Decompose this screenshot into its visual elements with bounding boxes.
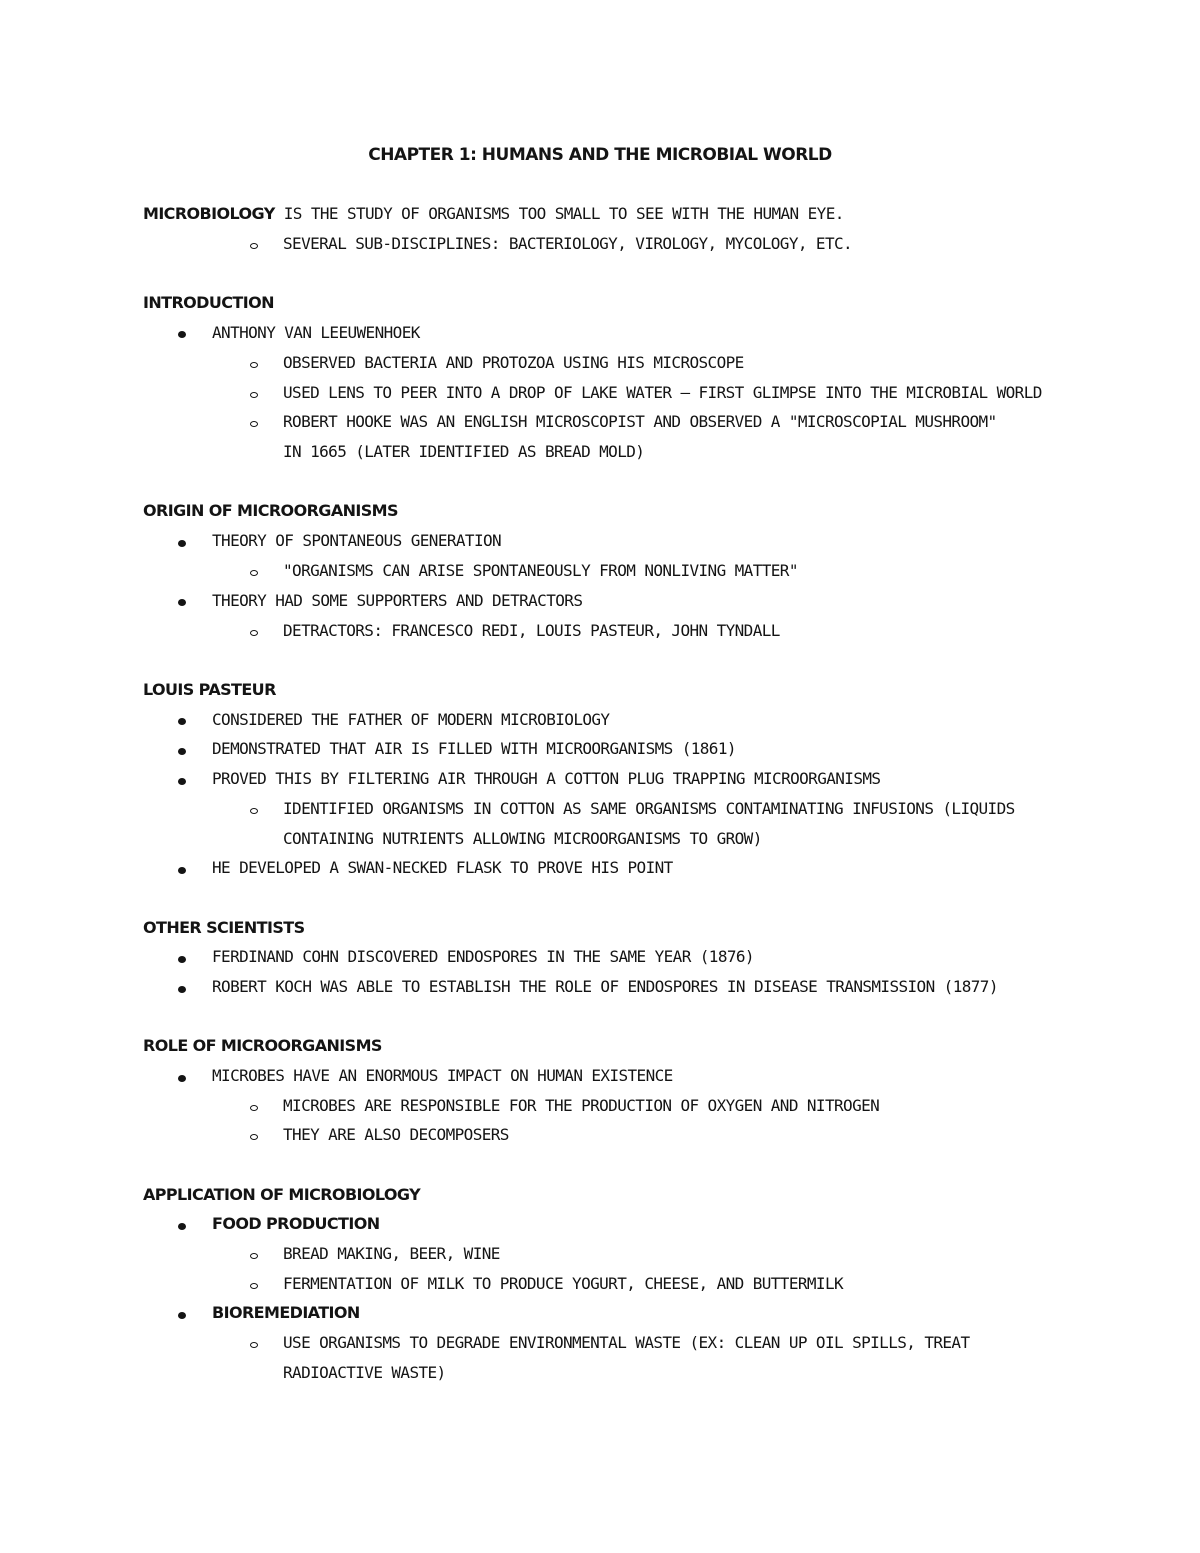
sub-bullet-text: BREAD MAKING, BEER, WINE <box>283 1244 500 1263</box>
bullet-text: THEORY OF SPONTANEOUS GENERATION <box>212 531 502 550</box>
circle-bullet-icon <box>250 1283 258 1289</box>
disc-bullet-icon <box>178 748 186 755</box>
section-heading-origin: ORIGIN OF MICROORGANISMS <box>143 501 398 520</box>
circle-bullet-icon <box>250 362 258 368</box>
bullet-text: PROVED THIS BY FILTERING AIR THROUGH A COTTON PLUG TRAPPING MICROORGANISMS <box>212 769 881 788</box>
sub-bullet-text: IDENTIFIED ORGANISMS IN COTTON AS SAME ORGANISMS CONTAMINATING INFUSIONS (LIQUIDS <box>283 799 1015 818</box>
sub-bullet-text: FERMENTATION OF MILK TO PRODUCE YOGURT, CHEESE, AND BUTTERMILK <box>283 1274 844 1293</box>
disc-bullet-icon <box>178 1312 186 1319</box>
circle-bullet-icon <box>250 243 258 249</box>
circle-bullet-icon <box>250 1342 258 1348</box>
circle-bullet-icon <box>250 421 258 427</box>
bullet-text: HE DEVELOPED A SWAN-NECKED FLASK TO PROVE HIS POINT <box>212 858 673 877</box>
disc-bullet-icon <box>178 1223 186 1230</box>
section-heading-introduction: INTRODUCTION <box>143 293 274 312</box>
disc-bullet-icon <box>178 867 186 874</box>
definition-term: MICROBIOLOGY <box>143 204 275 223</box>
circle-bullet-icon <box>250 570 258 576</box>
sub-bullet-text: ROBERT HOOKE WAS AN ENGLISH MICROSCOPIST AND OBSERVED A "MICROSCOPIAL MUSHROOM" <box>283 412 997 431</box>
sub-bullet-text: OBSERVED BACTERIA AND PROTOZOA USING HIS MICROSCOPE <box>283 353 744 372</box>
circle-bullet-icon <box>250 630 258 636</box>
circle-bullet-icon <box>250 1134 258 1140</box>
sub-bullet-text: DETRACTORS: FRANCESCO REDI, LOUIS PASTEUR, JOHN TYNDALL <box>283 621 780 640</box>
bullet-text: FERDINAND COHN DISCOVERED ENDOSPORES IN THE SAME YEAR (1876) <box>212 947 754 966</box>
sub-bullet-continuation: CONTAINING NUTRIENTS ALLOWING MICROORGANISMS TO GROW) <box>283 829 762 848</box>
disc-bullet-icon <box>178 718 186 725</box>
definition-text: IS THE STUDY OF ORGANISMS TOO SMALL TO SEE WITH THE HUMAN EYE. <box>274 204 844 223</box>
chapter-title: CHAPTER 1: HUMANS AND THE MICROBIAL WORLD <box>368 145 832 165</box>
disc-bullet-icon <box>178 986 186 993</box>
disc-bullet-icon <box>178 956 186 963</box>
section-heading-pasteur: LOUIS PASTEUR <box>143 680 276 699</box>
bullet-text: DEMONSTRATED THAT AIR IS FILLED WITH MICROORGANISMS (1861) <box>212 739 736 758</box>
section-heading-role: ROLE OF MICROORGANISMS <box>143 1036 382 1055</box>
sub-bullet-continuation: RADIOACTIVE WASTE) <box>283 1363 446 1382</box>
circle-bullet-icon <box>250 808 258 814</box>
sub-bullet-text: USED LENS TO PEER INTO A DROP OF LAKE WATER – FIRST GLIMPSE INTO THE MICROBIAL WORLD <box>283 383 1042 402</box>
bullet-text-bold: BIOREMEDIATION <box>212 1303 360 1322</box>
bullet-text: ROBERT KOCH WAS ABLE TO ESTABLISH THE ROLE OF ENDOSPORES IN DISEASE TRANSMISSION (1877) <box>212 977 998 996</box>
disc-bullet-icon <box>178 540 186 547</box>
bullet-text: MICROBES HAVE AN ENORMOUS IMPACT ON HUMAN EXISTENCE <box>212 1066 673 1085</box>
sub-bullet-text: USE ORGANISMS TO DEGRADE ENVIRONMENTAL WASTE (EX: CLEAN UP OIL SPILLS, TREAT <box>283 1333 970 1352</box>
sub-bullet-text: THEY ARE ALSO DECOMPOSERS <box>283 1125 509 1144</box>
disc-bullet-icon <box>178 599 186 606</box>
circle-bullet-icon <box>250 1253 258 1259</box>
circle-bullet-icon <box>250 392 258 398</box>
bullet-text: ANTHONY VAN LEEUWENHOEK <box>212 323 420 342</box>
disc-bullet-icon <box>178 778 186 785</box>
section-heading-application: APPLICATION OF MICROBIOLOGY <box>143 1185 421 1204</box>
disc-bullet-icon <box>178 331 186 338</box>
section-heading-other-scientists: OTHER SCIENTISTS <box>143 918 305 937</box>
sub-bullet-text: MICROBES ARE RESPONSIBLE FOR THE PRODUCTION OF OXYGEN AND NITROGEN <box>283 1096 880 1115</box>
definition-line <box>143 202 844 226</box>
sub-bullet-text: "ORGANISMS CAN ARISE SPONTANEOUSLY FROM NONLIVING MATTER" <box>283 561 798 580</box>
bullet-text-bold: FOOD PRODUCTION <box>212 1214 380 1233</box>
bullet-text: THEORY HAD SOME SUPPORTERS AND DETRACTORS <box>212 591 583 610</box>
bullet-text: CONSIDERED THE FATHER OF MODERN MICROBIOLOGY <box>212 710 610 729</box>
circle-bullet-icon <box>250 1105 258 1111</box>
disc-bullet-icon <box>178 1075 186 1082</box>
sub-bullet-text: SEVERAL SUB-DISCIPLINES: BACTERIOLOGY, VIROLOGY, MYCOLOGY, ETC. <box>283 234 853 253</box>
sub-bullet-continuation: IN 1665 (LATER IDENTIFIED AS BREAD MOLD) <box>283 442 645 461</box>
